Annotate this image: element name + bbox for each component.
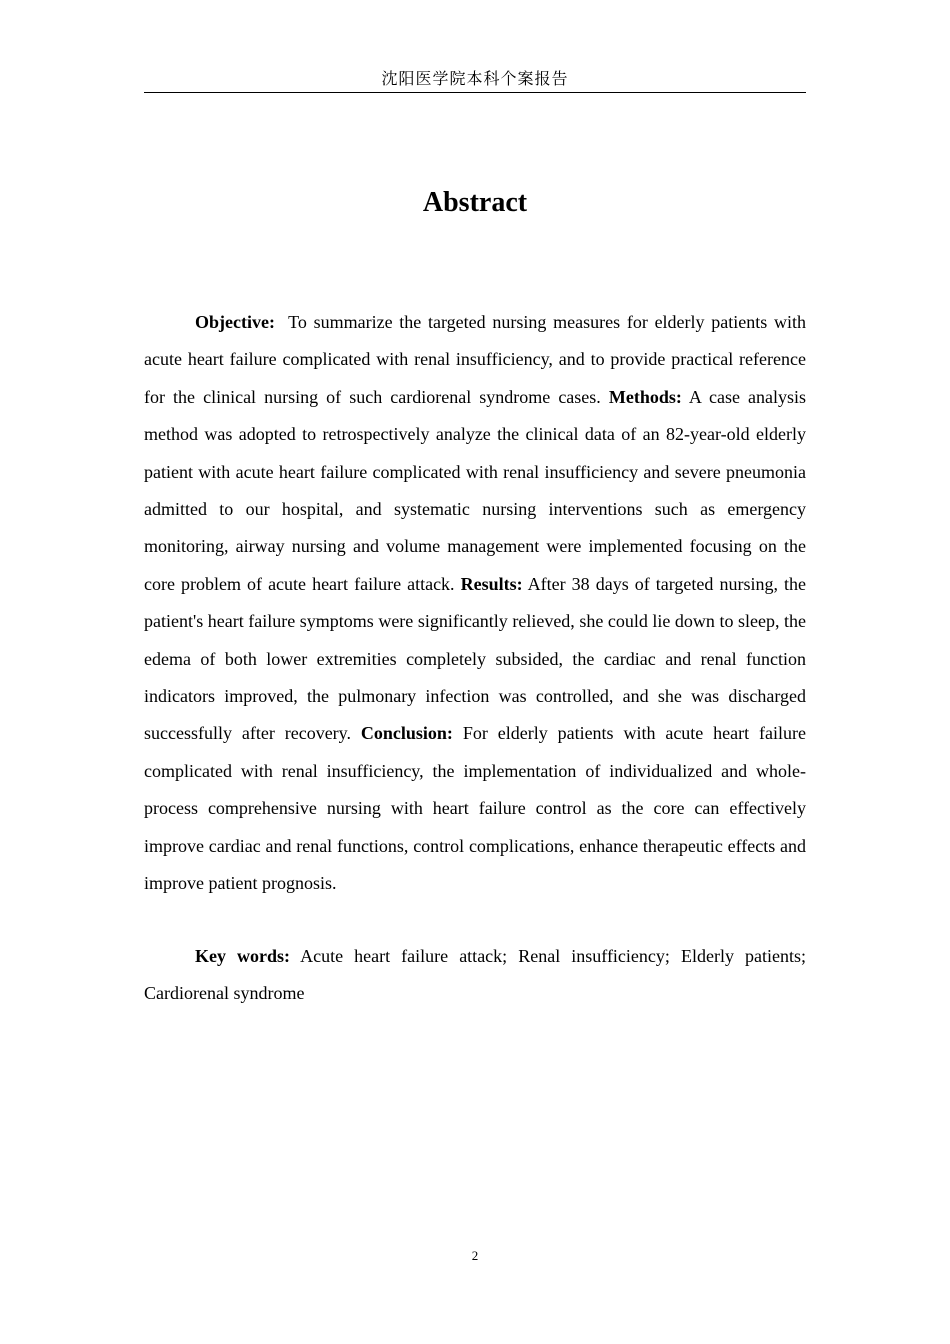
results-label: Results:: [460, 573, 523, 594]
page-number: 2: [471, 1248, 479, 1263]
conclusion-text: For elderly patients with acute heart failure complicated with renal insufficiency, the implementation of individualized and whole-process comprehensive nursing with heart failure control as the core can effectively improve cardiac and renal functions, control complications, enhance therapeutic effects and improve patient prognosis.: [144, 723, 807, 894]
keywords-text: Acute heart failure attack; Renal insufficiency; Elderly patients; Cardiorenal syndrome: [144, 946, 806, 1004]
methods-text: A case analysis method was adopted to retrospectively analyze the clinical data of an 82-year-old elderly patient with acute heart failure complicated with renal insufficiency and severe pneumonia admitted to our hospital, and systematic nursing interventions such as emergency monitoring, airway nursing and volume management were implemented focusing on the core problem of acute heart failure attack.: [144, 386, 806, 594]
keywords-label: Key words:: [195, 946, 291, 966]
results-text: After 38 days of targeted nursing, the patient's heart failure symptoms were significantly relieved, she could lie down to sleep, the edema of both lower extremities completely subsided, the cardiac and renal function indicators improved, the pulmonary infection was controlled, and she was discharged successfully after recovery.: [144, 573, 806, 744]
page-header: [144, 66, 806, 93]
conclusion-label: Conclusion:: [360, 723, 453, 744]
keywords-paragraph: [144, 938, 806, 1013]
header-text: 沈阳医学院本科个案报告: [381, 69, 569, 88]
abstract-title: Abstract: [422, 187, 528, 218]
abstract-paragraph: [144, 304, 806, 903]
methods-label: Methods:: [608, 386, 682, 407]
objective-text: To summarize the targeted nursing measures for elderly patients with acute heart failure complicated with renal insufficiency, and to provide practical reference for the clinical nursing of such cardiorenal syndrome cases.: [144, 312, 806, 407]
objective-label: Objective:: [195, 312, 275, 332]
